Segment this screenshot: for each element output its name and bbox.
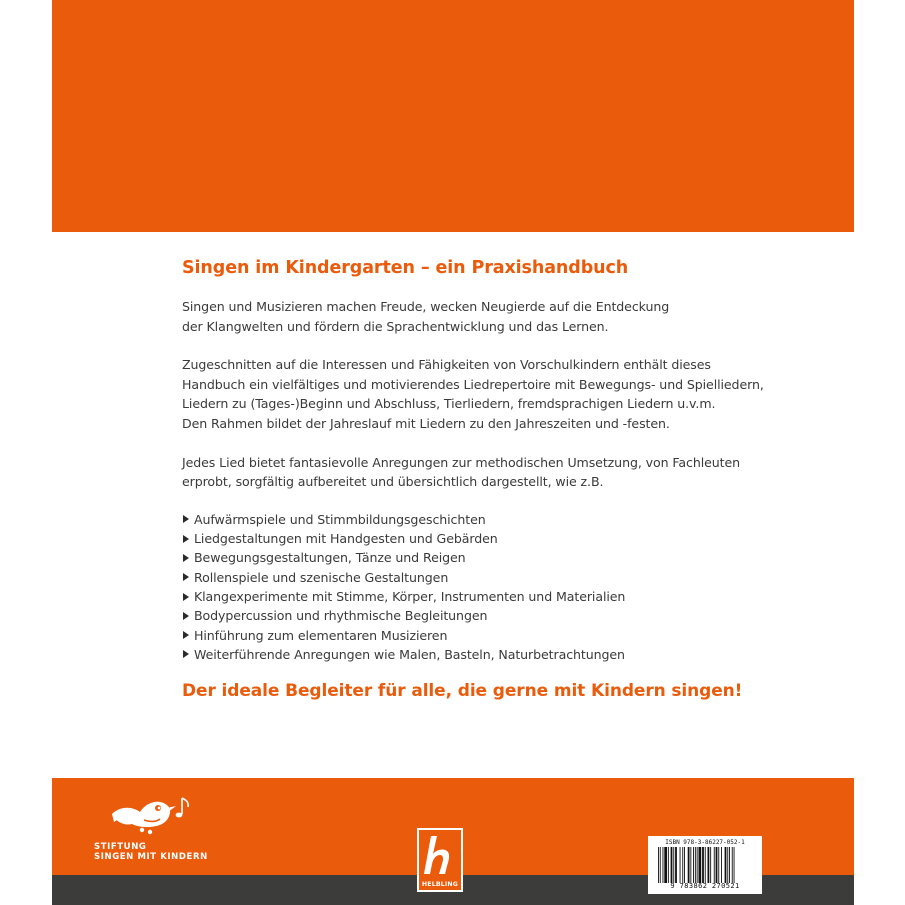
- text-line: Zugeschnitten auf die Interessen und Fähigkeiten von Vorschulkindern enthält dieses: [182, 357, 711, 373]
- barcode-bar: [708, 847, 710, 883]
- intro-paragraph: [182, 297, 782, 336]
- text-line: der Klangwelten und fördern die Sprachentwicklung und das Lernen.: [182, 318, 609, 334]
- isbn-barcode: [648, 836, 762, 894]
- barcode-bar: [727, 847, 728, 883]
- list-item-text: Aufwärmspiele und Stimmbildungsgeschichten: [194, 511, 486, 527]
- triangle-bullet-icon: [183, 593, 189, 601]
- barcode-bar: [721, 847, 722, 883]
- list-item-text: Rollenspiele und szenische Gestaltungen: [194, 569, 449, 585]
- triangle-bullet-icon: [183, 515, 189, 523]
- list-item: [182, 626, 782, 645]
- triangle-bullet-icon: [183, 535, 189, 543]
- barcode-digits: 9 783862 270521: [670, 882, 740, 890]
- barcode-bar: [684, 847, 685, 883]
- list-item-text: Hinführung zum elementaren Musizieren: [194, 627, 448, 643]
- text-line: Handbuch ein vielfältiges und motivierendes Liedrepertoire mit Bewegungs- und Spielliedern,: [182, 376, 764, 392]
- triangle-bullet-icon: [183, 573, 189, 581]
- barcode-bar: [664, 847, 667, 883]
- barcode-bar: [673, 847, 674, 883]
- barcode-bar: [705, 847, 706, 883]
- list-item: [182, 645, 782, 664]
- list-item: [182, 568, 782, 587]
- barcode-bar: [658, 847, 659, 883]
- triangle-bullet-icon: [183, 650, 189, 658]
- method-paragraph: [182, 453, 782, 492]
- stiftung-name: [94, 842, 224, 862]
- barcode-bar: [693, 847, 694, 883]
- text-line: Den Rahmen bildet der Jahreslauf mit Liedern zu den Jahreszeiten und -festen.: [182, 415, 670, 431]
- barcode-bar: [710, 847, 711, 883]
- blurb-content: [182, 258, 782, 701]
- barcode-bar: [668, 847, 669, 883]
- publisher-name: HELBLING: [421, 881, 459, 888]
- isbn-label: ISBN 978-3-86227-052-1: [665, 839, 745, 846]
- list-item-text: Bodypercussion und rhythmische Begleitungen: [194, 608, 488, 624]
- barcode-bar: [716, 847, 718, 883]
- barcode-bar: [734, 847, 735, 883]
- barcode-bar: [697, 847, 698, 883]
- feature-list: [182, 510, 782, 664]
- list-item: [182, 510, 782, 529]
- triangle-bullet-icon: [183, 631, 189, 639]
- barcode-bar: [690, 847, 691, 883]
- list-item-text: Weiterführende Anregungen wie Malen, Basteln, Naturbetrachtungen: [194, 646, 625, 662]
- book-back-cover: [52, 0, 854, 905]
- barcode-bars: [658, 847, 754, 883]
- barcode-bar: [725, 847, 727, 883]
- list-item-text: Bewegungsgestaltungen, Tänze und Reigen: [194, 550, 466, 566]
- barcode-bar: [695, 847, 696, 883]
- list-item: [182, 529, 782, 548]
- top-orange-band: [52, 0, 854, 232]
- blurb-heading: Singen im Kindergarten – ein Praxishandbuch: [182, 258, 629, 278]
- tagline: Der ideale Begleiter für alle, die gerne mit Kindern singen!: [182, 681, 743, 702]
- stiftung-line2: SINGEN MIT KINDERN: [94, 852, 208, 862]
- barcode-bar: [714, 847, 715, 883]
- triangle-bullet-icon: [183, 612, 189, 620]
- barcode-bar: [729, 847, 730, 883]
- list-item-text: Klangexperimente mit Stimme, Körper, Instrumenten und Materialien: [194, 588, 626, 604]
- contents-paragraph: [182, 355, 782, 433]
- list-item: [182, 548, 782, 567]
- barcode-bar: [699, 847, 702, 883]
- text-line: erprobt, sorgfältig aufbereitet und übersichtlich dargestellt, wie z.B.: [182, 474, 604, 490]
- barcode-bar: [732, 847, 733, 883]
- barcode-bar: [671, 847, 673, 883]
- barcode-bar: [680, 847, 681, 883]
- barcode-bar: [682, 847, 683, 883]
- barcode-bar: [688, 847, 690, 883]
- list-item: [182, 606, 782, 625]
- singing-bird-with-note-icon: [110, 792, 200, 836]
- barcode-bar: [702, 847, 704, 883]
- barcode-bar: [660, 847, 661, 883]
- barcode-bar: [718, 847, 719, 883]
- list-item: [182, 587, 782, 606]
- text-line: Singen und Musizieren machen Freude, wecken Neugierde auf die Entdeckung: [182, 299, 670, 314]
- helbling-h-icon: [423, 834, 457, 876]
- stiftung-logo: [94, 792, 214, 867]
- list-item-text: Liedgestaltungen mit Handgesten und Gebärden: [194, 531, 498, 547]
- barcode-bar: [675, 847, 677, 883]
- text-line: Liedern zu (Tages-)Beginn und Abschluss, Tierliedern, fremdsprachigen Liedern u.v.m.: [182, 396, 716, 412]
- helbling-logo: [417, 828, 463, 892]
- text-line: Jedes Lied bietet fantasievolle Anregungen zur methodischen Umsetzung, von Fachleuten: [182, 454, 740, 470]
- triangle-bullet-icon: [183, 554, 189, 562]
- barcode-bar: [663, 847, 664, 883]
- stiftung-line1: STIFTUNG: [94, 842, 147, 852]
